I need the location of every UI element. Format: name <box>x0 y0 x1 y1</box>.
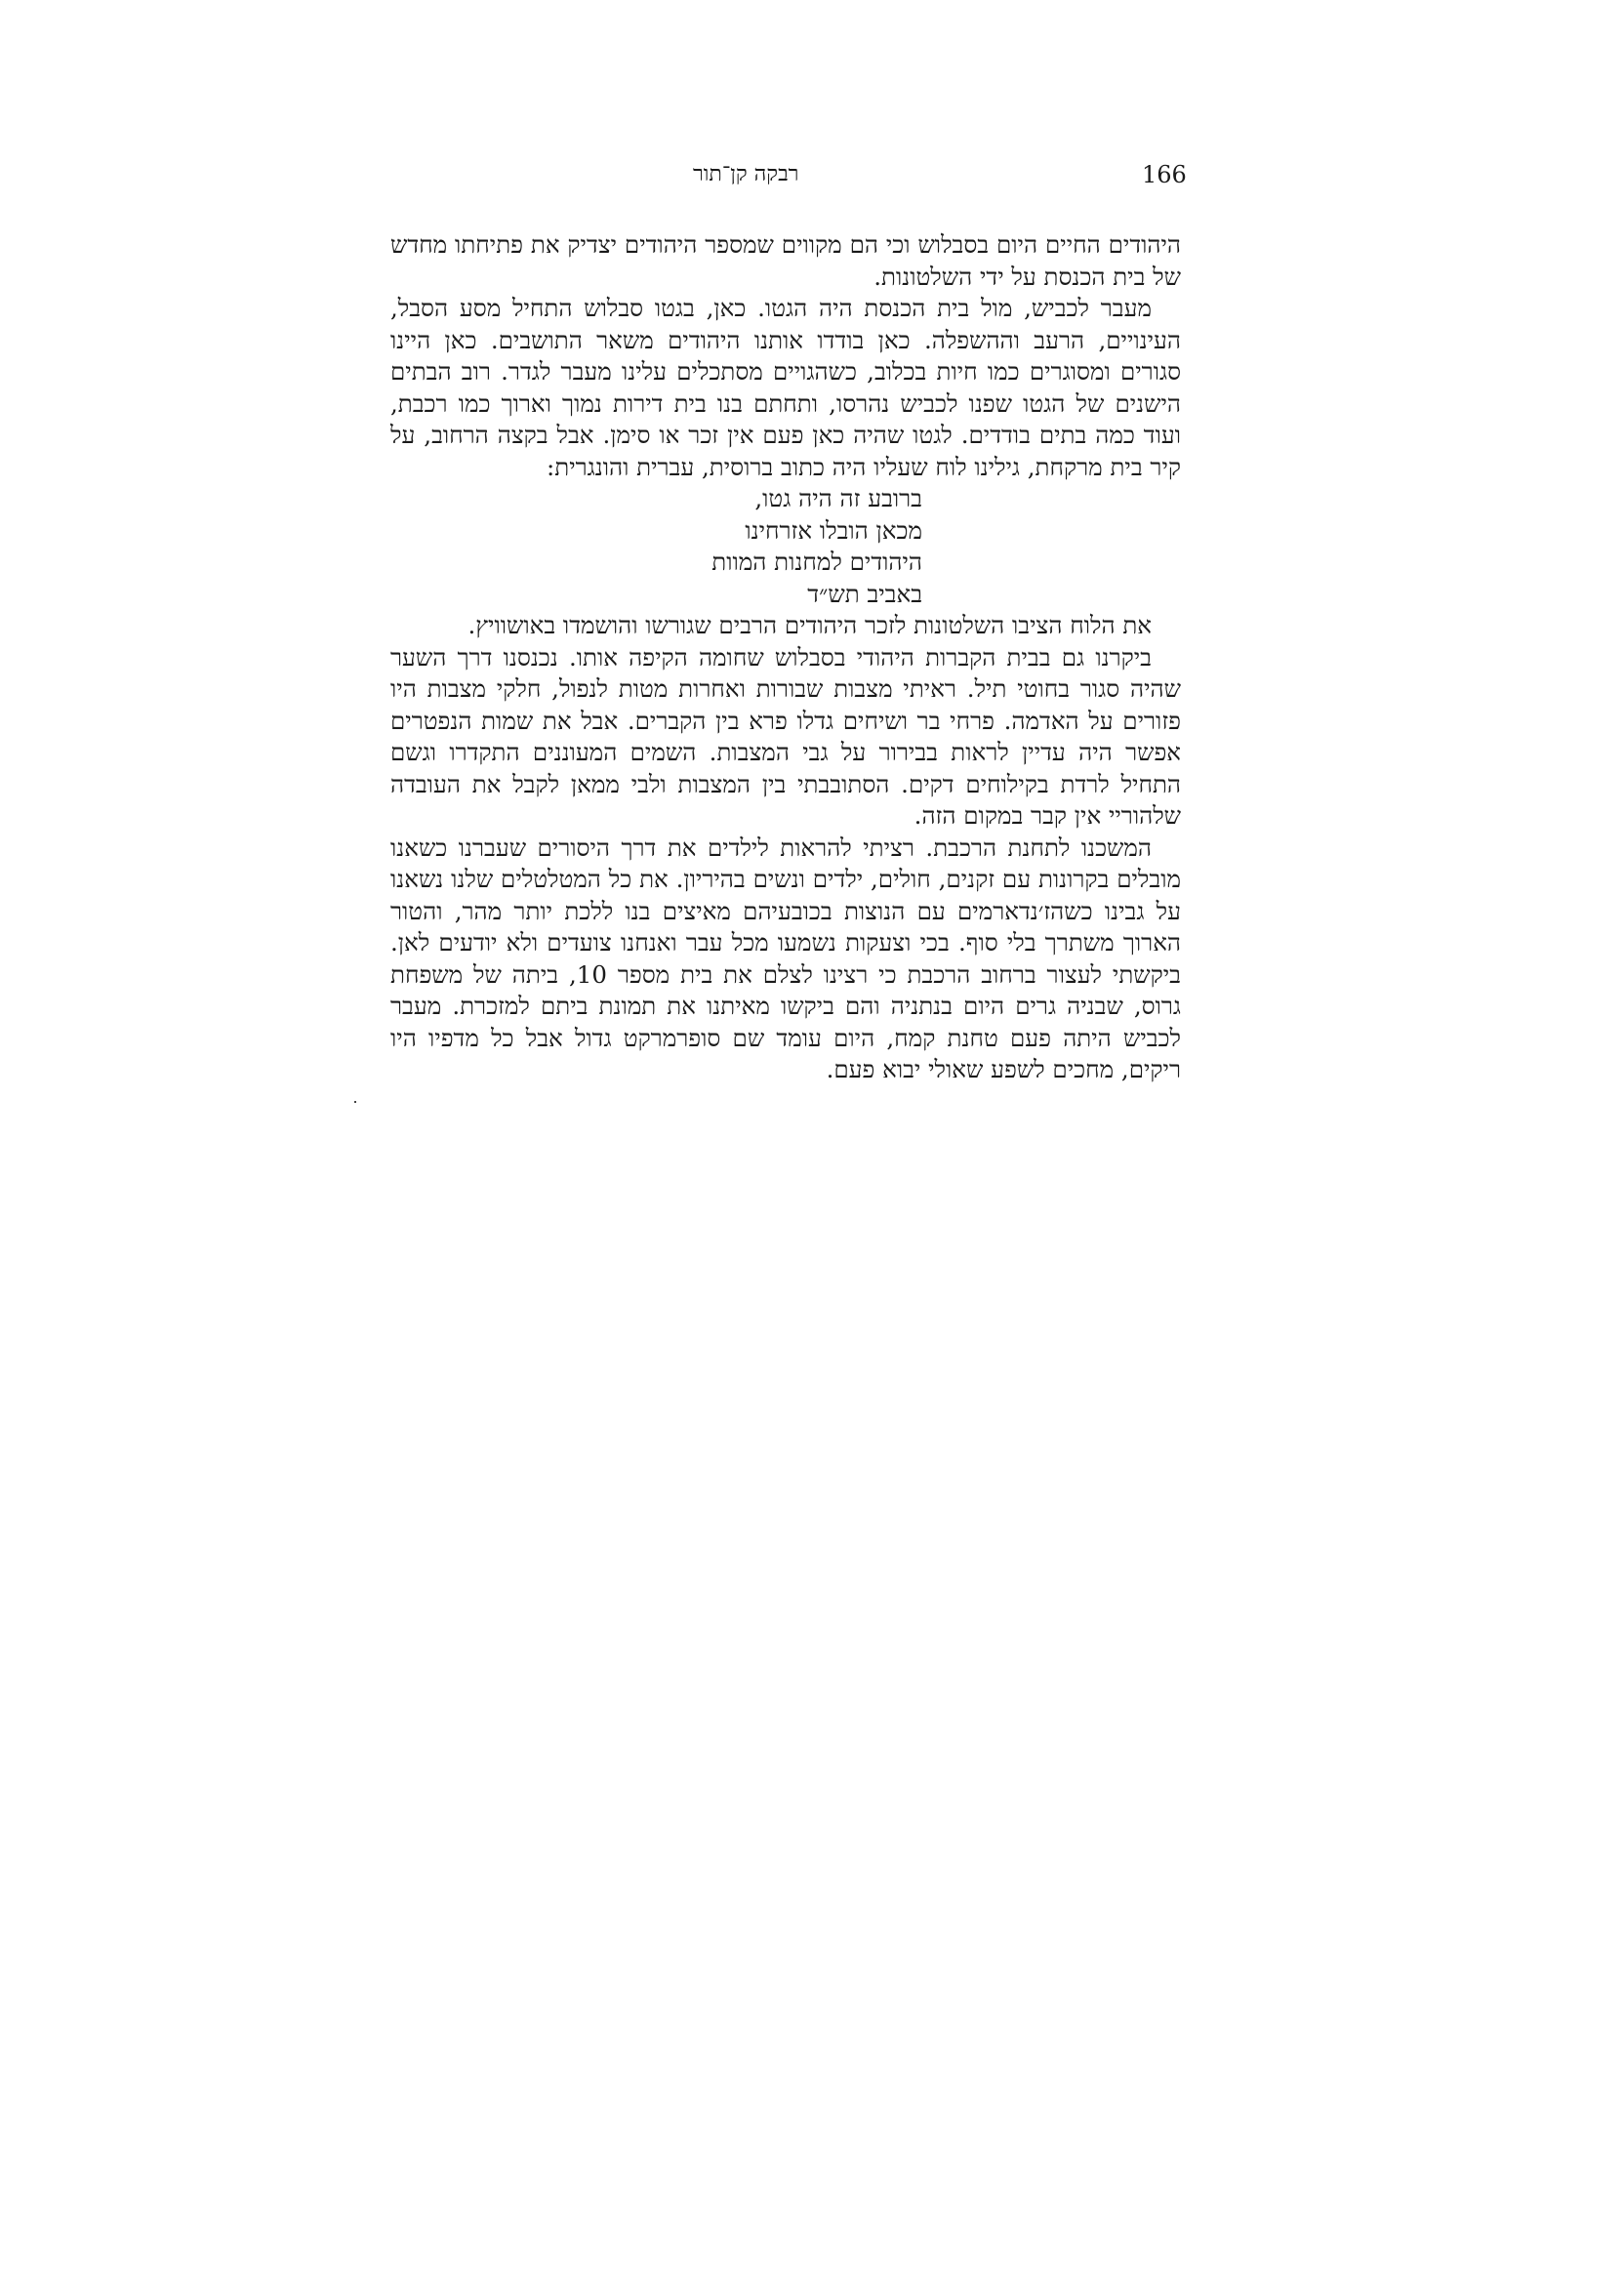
inscription-line-4: באביב תש״ד <box>807 579 922 608</box>
paragraph-3: את הלוח הציבו השלטונות לזכר היהודים הרבים שגורשו והושמדו באושוויץ. <box>467 611 1152 639</box>
inscription-line-1: ברובע זה היה גטו, <box>754 484 922 512</box>
memorial-plaque-inscription <box>390 483 1181 610</box>
paragraph-2: מעבר לכביש, מול בית הכנסת היה הגטו. כאן, בגטו סבלוש התחיל מסע הסבל, העינויים, הרעב וההשפלה. כאן בודדו אותנו היהודים משאר התושבים. כאן היינו סגורים ומסוגרים כמו חיות בכלוב, כשהגויים מסתכלים עלינו מעבר לגדר. רוב הבתים הישנים של הגטו שפנו לכביש נהרסו, ותחתם בנו בית דירות נמוך וארוך כמו רכבת, ועוד כמה בתים בודדים. לגטו שהיה כאן פעם אין זכר או סימן. אבל בקצה הרחוב, על קיר בית מרקחת, גילינו לוח שעליו היה כתוב ברוסית, עברית והונגרית: <box>390 294 1181 481</box>
paragraph-1: היהודים החיים היום בסבלוש וכי הם מקווים שמספר היהודים יצדיק את פתיחתו מחדש של בית הכנסת על ידי השלטונות. <box>390 230 1181 291</box>
running-title: רבקה קן־תור <box>693 162 799 186</box>
page-header <box>390 161 1187 200</box>
inscription-line-3: היהודים למחנות המוות <box>711 548 922 576</box>
main-text <box>390 229 1181 1086</box>
paragraph-5: המשכנו לתחנת הרכבת. רציתי להראות לילדים את דרך היסורים שעברנו כשאנו מובלים בקרונות עם זקנים, חולים, ילדים ונשים בהיריון. את כל המטלטלים שלנו נשאנו על גבינו כשהז׳נדארמים עם הנוצות בכובעיהם מאיצים בנו ללכת יותר מהר, והטור הארוך משתרך בלי סוף. בכי וצעקות נשמעו מכל עבר ואנחנו צועדים ולא יודעים לאן. ביקשתי לעצור ברחוב הרכבת כי רצינו לצלם את בית מספר 10, ביתה של משפחת גרוס, שבניה גרים היום בנתניה והם ביקשו מאיתנו את תמונת ביתם למזכרת. מעבר לכביש היתה פעם טחנת קמח, היום עומד שם סופרמרקט גדול אבל כל מדפיו היו ריקים, מחכים לשפע שאולי יבוא פעם. <box>390 833 1181 1083</box>
inscription-line-2: מכאן הובלו אזרחינו <box>745 515 922 545</box>
page-number: 166 <box>1142 161 1187 188</box>
stray-mark <box>354 1101 356 1103</box>
paragraph-4: ביקרנו גם בבית הקברות היהודי בסבלוש שחומה הקיפה אותו. נכנסנו דרך השער שהיה סגור בחוטי תיל. ראיתי מצבות שבורות ואחרות מטות לנפול, חלקי מצבות היו פזורים על האדמה. פרחי בר ושיחים גדלו פרא בין הקברים. אבל את שמות הנפטרים אפשר היה עדיין לראות בבירור על גבי המצבות. השמים המעוננים התקדרו וגשם התחיל לרדת בקילוחים דקים. הסתובבתי בין המצבות ולבי ממאן לקבל את העובדה שלהוריי אין קבר במקום הזה. <box>390 642 1181 830</box>
